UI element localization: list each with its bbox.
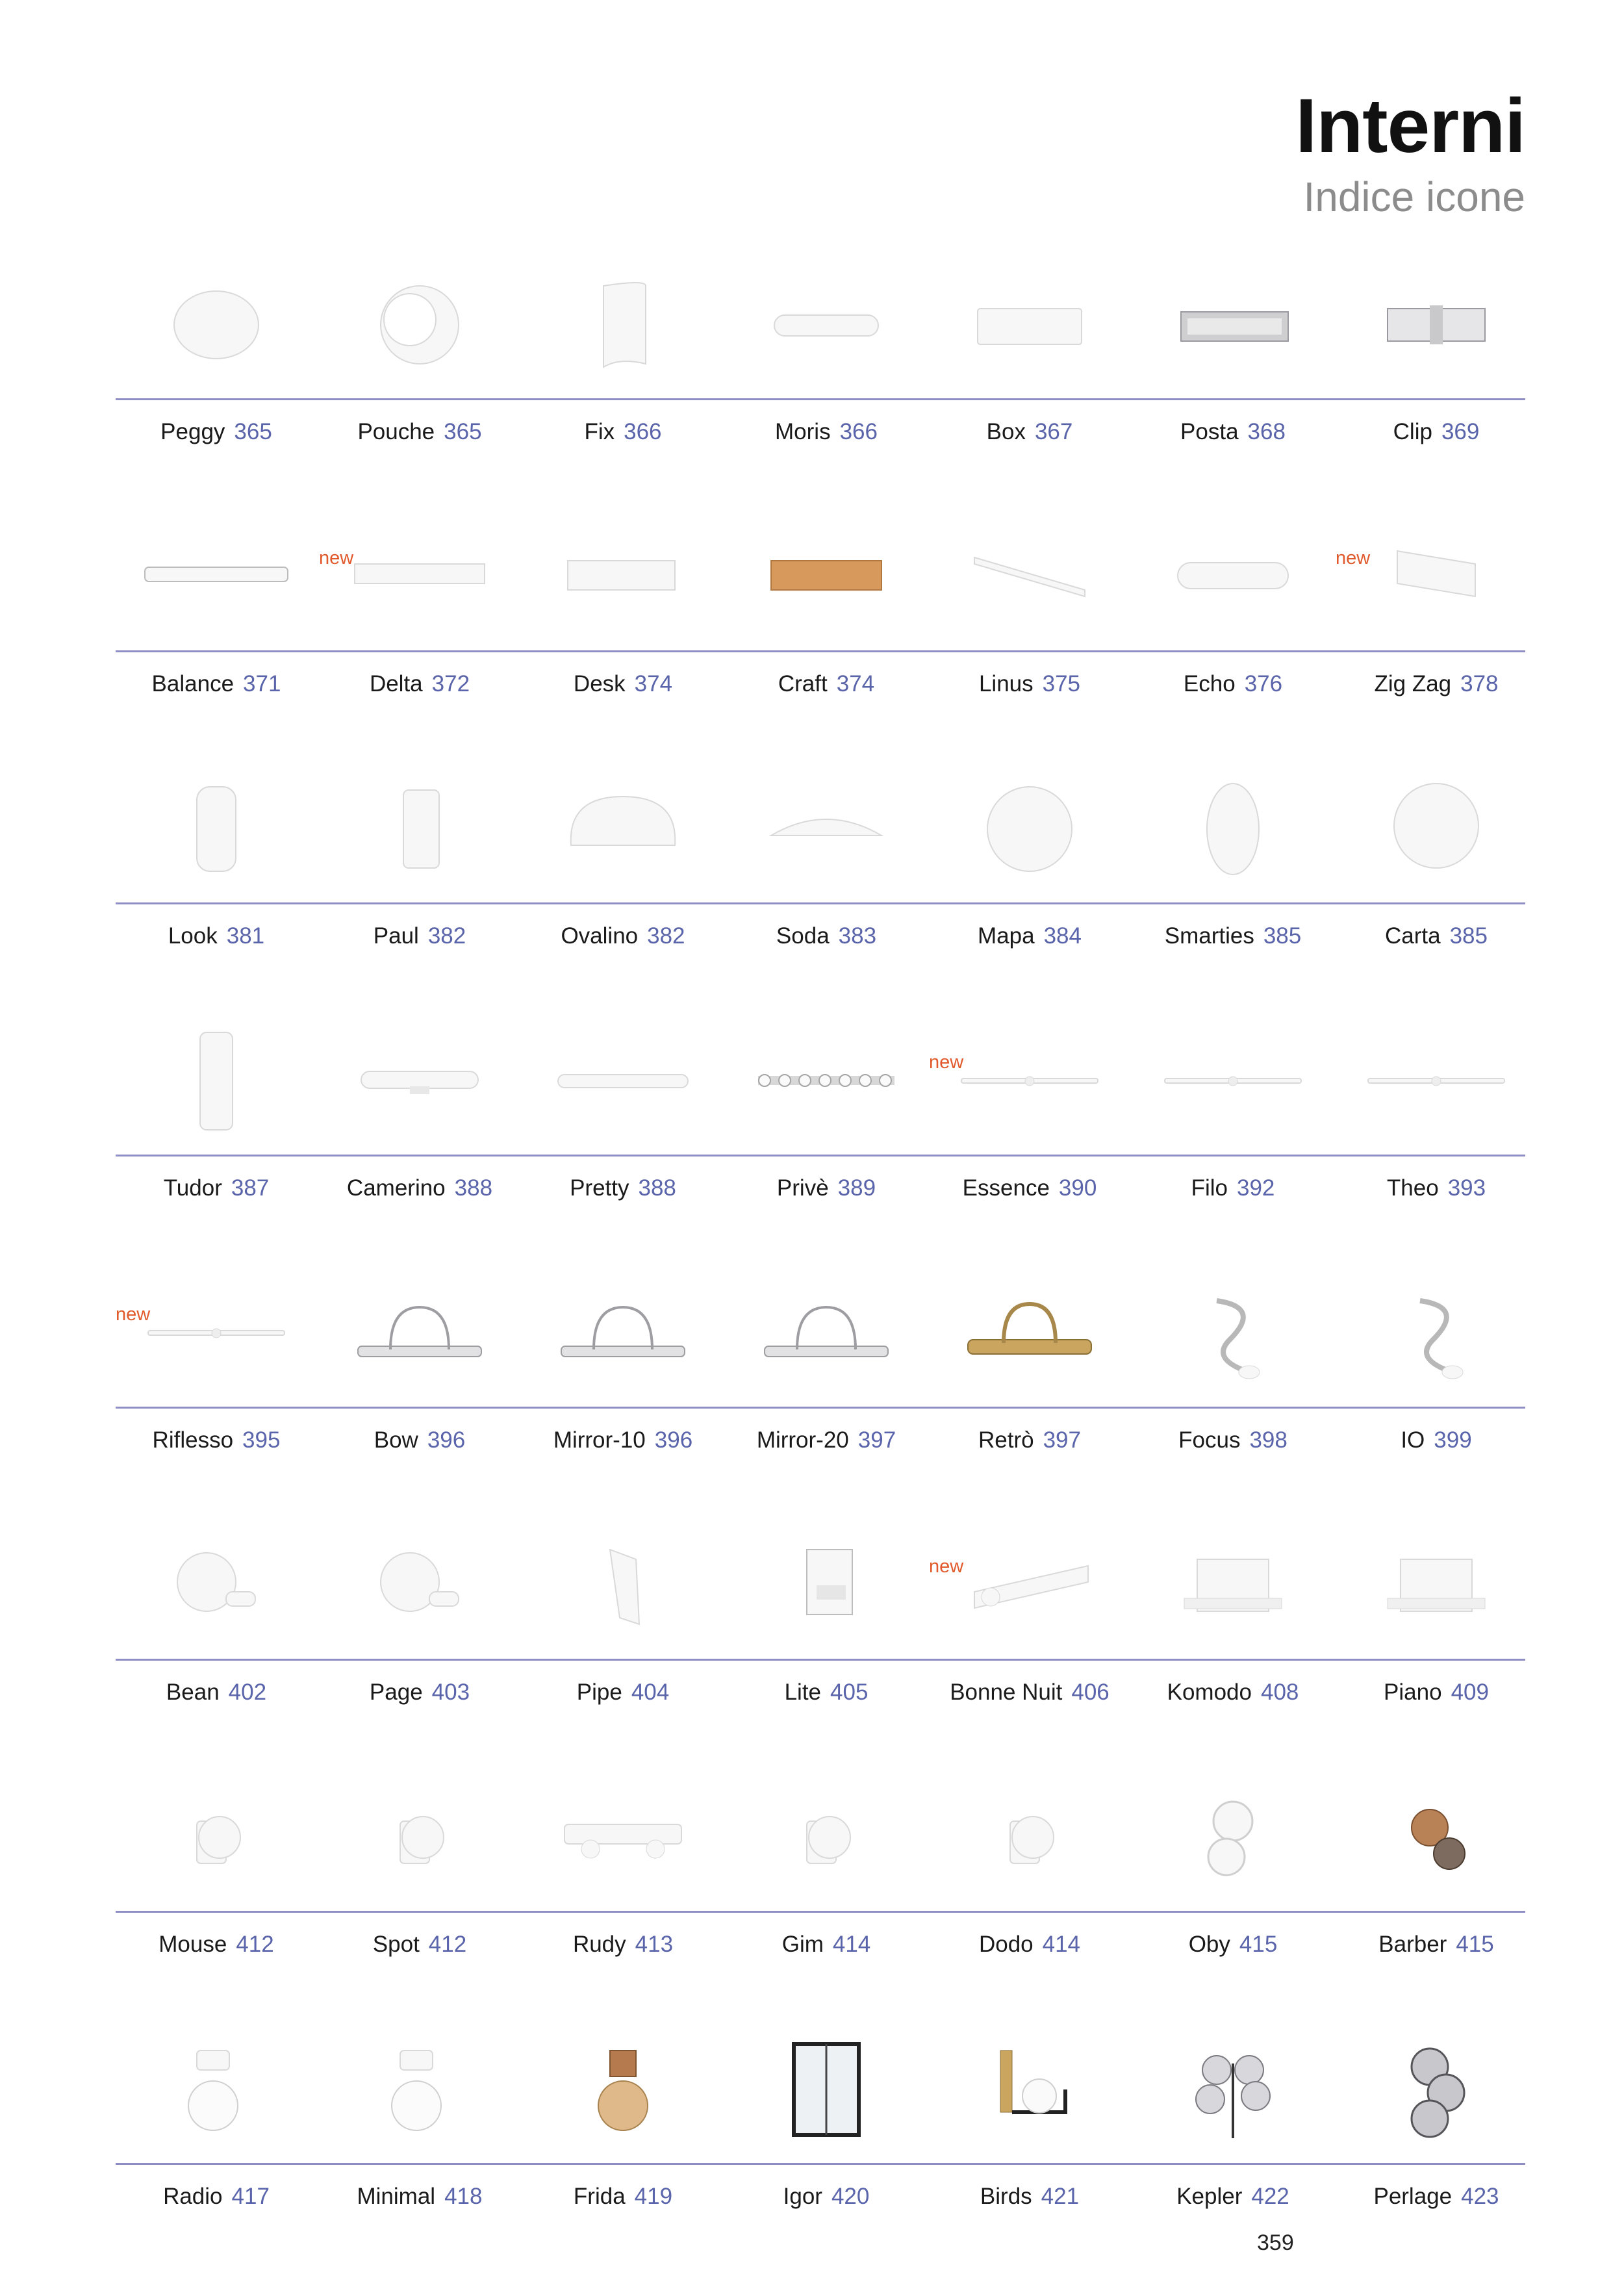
product-name: Mapa — [978, 923, 1035, 949]
product-cell[interactable] — [1336, 1239, 1537, 1491]
product-cell[interactable] — [116, 231, 317, 483]
product-label — [319, 671, 520, 697]
dome-lamp-icon — [138, 257, 294, 387]
product-name: Echo — [1183, 671, 1236, 696]
chrome-globe-lamp-icon — [1358, 2021, 1514, 2151]
product-label — [929, 419, 1130, 445]
product-label — [726, 2184, 927, 2210]
product-cell[interactable] — [1132, 231, 1334, 483]
product-row — [116, 1491, 1525, 1743]
product-label — [929, 1427, 1130, 1453]
product-icon-grid — [116, 231, 1525, 2247]
product-label — [319, 1175, 520, 1201]
product-cell[interactable] — [116, 483, 317, 735]
long-bar-lamp-icon — [138, 509, 294, 639]
product-label — [522, 1427, 724, 1453]
product-page-number[interactable]: 419 — [634, 2184, 673, 2209]
product-cell[interactable] — [522, 735, 724, 987]
product-cell[interactable] — [1132, 1239, 1334, 1491]
product-page-number[interactable]: 367 — [1034, 419, 1073, 444]
product-label — [726, 1680, 927, 1706]
product-page-number[interactable]: 383 — [838, 923, 877, 949]
product-name: Fix — [584, 419, 615, 444]
product-name: Theo — [1386, 1175, 1439, 1201]
thin-line-lamp-icon — [138, 1265, 294, 1395]
product-page-number[interactable]: 390 — [1058, 1175, 1097, 1201]
multi-globe-lamp-icon — [1155, 2021, 1311, 2151]
product-label — [319, 923, 520, 949]
product-label — [116, 2184, 317, 2210]
disc-lamp-icon — [1155, 761, 1311, 891]
product-label — [319, 419, 520, 445]
bulb-strip-lamp-icon — [748, 1013, 904, 1143]
product-page-number[interactable]: 412 — [428, 1932, 467, 1957]
product-row — [116, 1995, 1525, 2247]
product-page-number[interactable]: 388 — [454, 1175, 493, 1201]
product-name: Spot — [372, 1932, 420, 1957]
reading-lamp-icon — [138, 1517, 294, 1647]
new-badge: new — [116, 1304, 151, 1325]
product-page-number[interactable]: 371 — [243, 671, 281, 696]
product-label — [319, 2184, 520, 2210]
product-name: Delta — [369, 671, 423, 696]
product-label — [1336, 419, 1537, 445]
product-page-number[interactable]: 417 — [231, 2184, 270, 2209]
product-cell[interactable] — [929, 1239, 1130, 1491]
product-name: Lite — [784, 1680, 822, 1705]
product-name: Pretty — [570, 1175, 629, 1201]
product-label — [522, 923, 724, 949]
product-row — [116, 483, 1525, 735]
product-label — [116, 1175, 317, 1201]
product-name: Pouche — [357, 419, 435, 444]
product-label — [116, 1427, 317, 1453]
product-page-number[interactable]: 397 — [857, 1427, 896, 1453]
product-label — [116, 419, 317, 445]
product-page-number[interactable]: 393 — [1447, 1175, 1486, 1201]
product-label — [319, 1932, 520, 1958]
product-label — [319, 1680, 520, 1706]
product-cell[interactable] — [929, 1491, 1130, 1743]
product-label — [522, 1932, 724, 1958]
product-cell[interactable] — [1336, 483, 1537, 735]
product-cell[interactable] — [1132, 735, 1334, 987]
product-label — [929, 1175, 1130, 1201]
product-page-number[interactable]: 375 — [1042, 671, 1081, 696]
product-label — [522, 671, 724, 697]
product-label — [1132, 1427, 1334, 1453]
product-cell[interactable] — [1336, 735, 1537, 987]
product-cell[interactable] — [929, 1743, 1130, 1995]
product-page-number[interactable]: 374 — [836, 671, 875, 696]
product-label — [726, 923, 927, 949]
product-page-number[interactable]: 372 — [431, 671, 470, 696]
product-page-number[interactable]: 422 — [1251, 2184, 1289, 2209]
product-cell[interactable] — [116, 1491, 317, 1743]
product-cell[interactable] — [522, 1995, 724, 2247]
product-name: Moris — [775, 419, 831, 444]
product-label — [319, 1427, 520, 1453]
page-number: 359 — [1257, 2230, 1294, 2255]
product-page-number[interactable]: 405 — [830, 1680, 869, 1705]
product-page-number[interactable]: 413 — [635, 1932, 674, 1957]
globe-lamp-icon — [1358, 761, 1514, 891]
product-page-number[interactable]: 366 — [624, 419, 662, 444]
product-name: Kepler — [1176, 2184, 1243, 2209]
slim-bar-lamp-icon — [952, 509, 1108, 639]
product-cell[interactable] — [1336, 1743, 1537, 1995]
product-name: Rudy — [572, 1932, 626, 1957]
product-cell[interactable] — [522, 1743, 724, 1995]
product-page-number[interactable]: 382 — [427, 923, 466, 949]
flat-dome-lamp-icon — [748, 761, 904, 891]
spot-lamp-icon — [138, 1769, 294, 1899]
product-page-number[interactable]: 418 — [444, 2184, 483, 2209]
product-name: Komodo — [1167, 1680, 1252, 1705]
product-page-number[interactable]: 420 — [831, 2184, 870, 2209]
box-lamp-icon — [952, 257, 1108, 387]
product-label — [1132, 2184, 1334, 2210]
product-name: Peggy — [160, 419, 225, 444]
product-name: Bow — [374, 1427, 418, 1453]
product-page-number[interactable]: 387 — [231, 1175, 270, 1201]
product-label — [929, 923, 1130, 949]
globe-spot-lamp-icon — [1155, 1769, 1311, 1899]
shelf-lamp-icon — [1358, 1517, 1514, 1647]
product-page-number[interactable]: 381 — [226, 923, 265, 949]
product-name: IO — [1401, 1427, 1425, 1453]
product-page-number[interactable]: 376 — [1244, 671, 1283, 696]
product-name: Radio — [163, 2184, 223, 2209]
product-label — [1132, 671, 1334, 697]
product-cell[interactable] — [522, 1239, 724, 1491]
product-label — [1336, 671, 1537, 697]
product-page-number[interactable]: 392 — [1237, 1175, 1275, 1201]
product-label — [116, 923, 317, 949]
product-name: Balance — [151, 671, 235, 696]
new-badge: new — [929, 1052, 964, 1073]
picture-light-icon — [342, 1265, 498, 1395]
product-cell[interactable] — [522, 1491, 724, 1743]
product-name: Bean — [166, 1680, 220, 1705]
product-label — [929, 671, 1130, 697]
product-name: Paul — [373, 923, 419, 949]
product-cell[interactable] — [726, 1239, 927, 1491]
product-name: Mirror-10 — [553, 1427, 646, 1453]
product-name: Mouse — [159, 1932, 227, 1957]
flat-bar-lamp-icon — [342, 509, 498, 639]
metal-box-lamp-icon — [1155, 257, 1311, 387]
product-label — [726, 1932, 927, 1958]
product-cell[interactable] — [929, 483, 1130, 735]
product-label — [522, 1680, 724, 1706]
product-name: Minimal — [357, 2184, 436, 2209]
product-row — [116, 231, 1525, 483]
product-cell[interactable] — [1336, 1995, 1537, 2247]
product-label — [522, 419, 724, 445]
product-name: Page — [369, 1680, 423, 1705]
product-page-number[interactable]: 365 — [234, 419, 272, 444]
product-label — [1132, 923, 1334, 949]
shell-lamp-icon — [545, 761, 701, 891]
product-page-number[interactable]: 385 — [1449, 923, 1488, 949]
product-cell[interactable] — [726, 987, 927, 1239]
product-name: Soda — [776, 923, 830, 949]
product-page-number[interactable]: 414 — [832, 1932, 871, 1957]
product-cell[interactable] — [726, 1491, 927, 1743]
product-page-number[interactable]: 423 — [1461, 2184, 1499, 2209]
product-name: Barber — [1378, 1932, 1447, 1957]
product-name: Clip — [1393, 419, 1432, 444]
product-label — [929, 1680, 1130, 1706]
product-name: Smarties — [1164, 923, 1254, 949]
reading-lamp-icon — [342, 1517, 498, 1647]
round-disc-lamp-icon — [342, 257, 498, 387]
product-page-number[interactable]: 388 — [638, 1175, 676, 1201]
product-row — [116, 1239, 1525, 1491]
product-cell[interactable] — [1336, 1491, 1537, 1743]
product-page-number[interactable]: 368 — [1247, 419, 1286, 444]
picture-light-icon — [545, 1265, 701, 1395]
product-page-number[interactable]: 365 — [444, 419, 482, 444]
half-cylinder-lamp-icon — [342, 761, 498, 891]
product-name: Posta — [1180, 419, 1239, 444]
tall-glass-lamp-icon — [138, 1013, 294, 1143]
product-label — [1132, 1680, 1334, 1706]
product-cell[interactable] — [1132, 1995, 1334, 2247]
flexible-arm-lamp-icon — [1358, 1265, 1514, 1395]
product-cell[interactable] — [1336, 987, 1537, 1239]
product-cell[interactable] — [319, 1995, 520, 2247]
product-label — [726, 1175, 927, 1201]
product-cell[interactable] — [319, 483, 520, 735]
product-cell[interactable] — [319, 1743, 520, 1995]
product-cell[interactable] — [522, 987, 724, 1239]
spot-lamp-icon — [748, 1769, 904, 1899]
product-page-number[interactable]: 389 — [837, 1175, 876, 1201]
product-name: Craft — [778, 671, 828, 696]
product-page-number[interactable]: 385 — [1263, 923, 1302, 949]
bulb-wall-lamp-icon — [138, 2021, 294, 2151]
product-name: Bonne Nuit — [950, 1680, 1063, 1705]
product-row — [116, 1743, 1525, 1995]
product-page-number[interactable]: 396 — [427, 1427, 466, 1453]
spot-lamp-icon — [342, 1769, 498, 1899]
product-cell[interactable] — [522, 483, 724, 735]
product-cell[interactable] — [319, 1491, 520, 1743]
product-name: Gim — [781, 1932, 824, 1957]
product-name: Essence — [962, 1175, 1050, 1201]
product-name: Privè — [776, 1175, 829, 1201]
product-page-number[interactable]: 384 — [1043, 923, 1082, 949]
product-label — [116, 1932, 317, 1958]
product-page-number[interactable]: 402 — [228, 1680, 267, 1705]
tube-lamp-icon — [342, 1013, 498, 1143]
product-label — [1336, 1427, 1537, 1453]
product-cell[interactable] — [116, 987, 317, 1239]
product-cell[interactable] — [726, 735, 927, 987]
thin-line-lamp-icon — [952, 1013, 1108, 1143]
product-label — [522, 1175, 724, 1201]
product-page-number[interactable]: 421 — [1041, 2184, 1080, 2209]
product-page-number[interactable]: 397 — [1043, 1427, 1081, 1453]
flexible-arm-lamp-icon — [1155, 1265, 1311, 1395]
product-row — [116, 735, 1525, 987]
page-title: Interni — [1295, 83, 1525, 169]
product-page-number[interactable]: 409 — [1451, 1680, 1489, 1705]
product-name: Look — [168, 923, 218, 949]
product-name: Piano — [1384, 1680, 1442, 1705]
product-label — [1132, 419, 1334, 445]
bar-reading-lamp-icon — [952, 1517, 1108, 1647]
product-cell[interactable] — [929, 1995, 1130, 2247]
brass-picture-light-icon — [952, 1265, 1108, 1395]
sphere-lamp-icon — [952, 761, 1108, 891]
product-page-number[interactable]: 403 — [431, 1680, 470, 1705]
product-name: Riflesso — [152, 1427, 234, 1453]
product-name: Retrò — [978, 1427, 1034, 1453]
product-label — [726, 419, 927, 445]
product-row — [116, 987, 1525, 1239]
clip-lamp-icon — [1358, 257, 1514, 387]
new-badge: new — [929, 1556, 964, 1577]
page-subtitle: Indice icone — [1303, 173, 1525, 220]
product-name: Carta — [1385, 923, 1441, 949]
product-label — [1336, 923, 1537, 949]
product-cell[interactable] — [116, 1743, 317, 1995]
product-label — [1336, 2184, 1537, 2210]
product-cell[interactable] — [726, 1743, 927, 1995]
copper-spot-lamp-icon — [1358, 1769, 1514, 1899]
long-tube-lamp-icon — [545, 1013, 701, 1143]
product-label — [522, 2184, 724, 2210]
product-cell[interactable] — [1132, 987, 1334, 1239]
product-page-number[interactable]: 415 — [1239, 1932, 1278, 1957]
square-reading-lamp-icon — [748, 1517, 904, 1647]
product-cell[interactable] — [319, 735, 520, 987]
product-name: Pipe — [576, 1680, 622, 1705]
thin-line-lamp-icon — [1155, 1013, 1311, 1143]
product-cell[interactable] — [929, 735, 1130, 987]
product-label — [929, 1932, 1130, 1958]
product-page-number[interactable]: 366 — [839, 419, 878, 444]
product-cell[interactable] — [116, 1239, 317, 1491]
thin-line-lamp-icon — [1358, 1013, 1514, 1143]
product-cell[interactable] — [1132, 1743, 1334, 1995]
product-label — [1336, 1932, 1537, 1958]
product-page-number[interactable]: 415 — [1456, 1932, 1494, 1957]
product-label — [116, 671, 317, 697]
product-name: Box — [986, 419, 1026, 444]
brass-globe-lamp-icon — [952, 2021, 1108, 2151]
shelf-lamp-icon — [1155, 1517, 1311, 1647]
desk-bar-lamp-icon — [545, 509, 701, 639]
product-cell[interactable] — [319, 987, 520, 1239]
product-label — [1132, 1175, 1334, 1201]
product-name: Oby — [1188, 1932, 1230, 1957]
product-name: Camerino — [346, 1175, 446, 1201]
double-spot-lamp-icon — [545, 1769, 701, 1899]
product-cell[interactable] — [319, 231, 520, 483]
cylinder-lamp-icon — [138, 761, 294, 891]
wood-bar-lamp-icon — [748, 509, 904, 639]
product-page-number[interactable]: 412 — [236, 1932, 274, 1957]
lantern-lamp-icon — [748, 2021, 904, 2151]
product-page-number[interactable]: 399 — [1434, 1427, 1472, 1453]
new-badge: new — [1336, 548, 1371, 568]
product-label — [116, 1680, 317, 1706]
product-name: Frida — [573, 2184, 626, 2209]
product-label — [726, 671, 927, 697]
product-cell[interactable] — [726, 1995, 927, 2247]
product-name: Filo — [1191, 1175, 1228, 1201]
product-page-number[interactable]: 382 — [647, 923, 685, 949]
product-name: Mirror-20 — [756, 1427, 849, 1453]
product-name: Focus — [1178, 1427, 1241, 1453]
product-page-number[interactable]: 396 — [654, 1427, 693, 1453]
product-name: Igor — [783, 2184, 822, 2209]
product-name: Linus — [978, 671, 1034, 696]
angled-lamp-icon — [545, 1517, 701, 1647]
product-name: Birds — [980, 2184, 1032, 2209]
curved-panel-lamp-icon — [545, 257, 701, 387]
product-page-number[interactable]: 398 — [1249, 1427, 1288, 1453]
product-cell[interactable] — [929, 231, 1130, 483]
product-label — [726, 1427, 927, 1453]
product-page-number[interactable]: 378 — [1460, 671, 1499, 696]
product-page-number[interactable]: 374 — [634, 671, 673, 696]
product-name: Tudor — [163, 1175, 222, 1201]
product-page-number[interactable]: 404 — [631, 1680, 670, 1705]
zigzag-lamp-icon — [1358, 509, 1514, 639]
product-label — [1336, 1680, 1537, 1706]
product-label — [929, 2184, 1130, 2210]
picture-light-icon — [748, 1265, 904, 1395]
product-cell[interactable] — [929, 987, 1130, 1239]
product-cell[interactable] — [726, 231, 927, 483]
product-page-number[interactable]: 369 — [1441, 419, 1480, 444]
product-cell[interactable] — [726, 483, 927, 735]
product-cell[interactable] — [319, 1239, 520, 1491]
spot-lamp-icon — [952, 1769, 1108, 1899]
product-page-number[interactable]: 395 — [242, 1427, 281, 1453]
product-cell[interactable] — [1132, 1491, 1334, 1743]
product-label — [1132, 1932, 1334, 1958]
rounded-bar-lamp-icon — [1155, 509, 1311, 639]
oval-bar-lamp-icon — [748, 257, 904, 387]
bulb-wall-lamp-icon — [342, 2021, 498, 2151]
product-name: Perlage — [1373, 2184, 1453, 2209]
product-label — [1336, 1175, 1537, 1201]
product-name: Zig Zag — [1374, 671, 1452, 696]
copper-bulb-lamp-icon — [545, 2021, 701, 2151]
product-cell[interactable] — [1336, 231, 1537, 483]
new-badge: new — [319, 548, 354, 568]
product-page-number[interactable]: 414 — [1042, 1932, 1081, 1957]
product-cell[interactable] — [522, 231, 724, 483]
product-name: Dodo — [978, 1932, 1034, 1957]
product-name: Ovalino — [561, 923, 639, 949]
product-cell[interactable] — [116, 1995, 317, 2247]
page-header — [1295, 83, 1525, 220]
product-name: Desk — [573, 671, 626, 696]
product-page-number[interactable]: 408 — [1260, 1680, 1299, 1705]
product-page-number[interactable]: 406 — [1071, 1680, 1110, 1705]
product-cell[interactable] — [116, 735, 317, 987]
product-cell[interactable] — [1132, 483, 1334, 735]
